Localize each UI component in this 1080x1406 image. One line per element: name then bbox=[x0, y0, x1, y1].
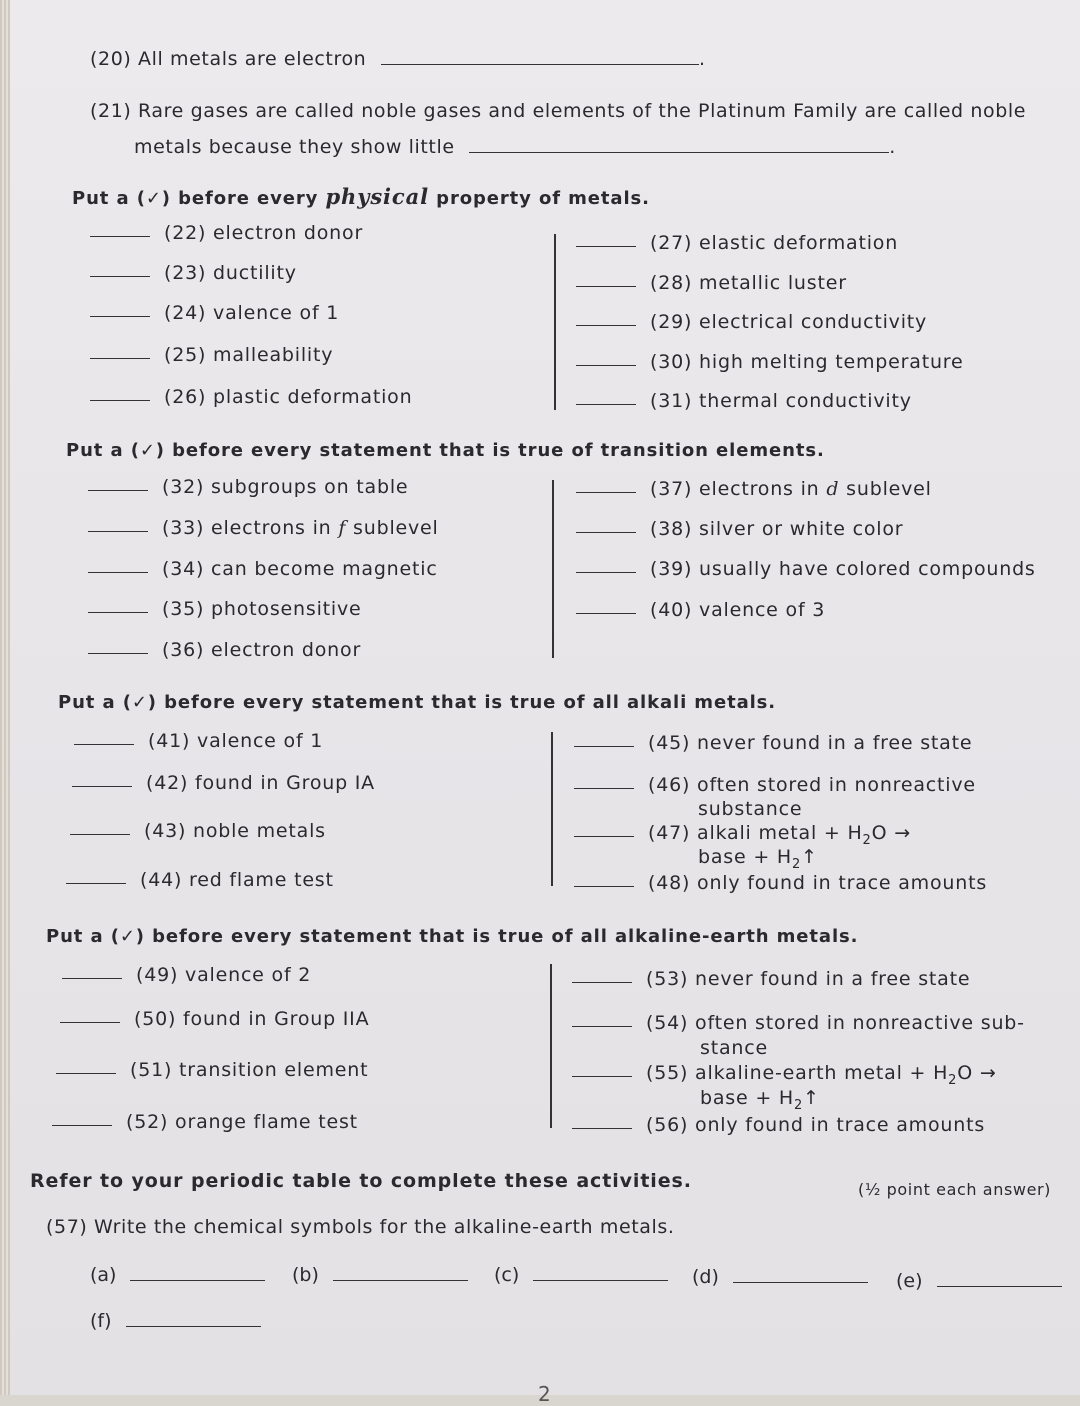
worksheet-page bbox=[10, 0, 1080, 1406]
check-blank[interactable] bbox=[70, 833, 130, 835]
item-27[interactable] bbox=[576, 232, 898, 254]
check-blank[interactable] bbox=[576, 571, 636, 573]
section-heading-periodic-table: Refer to your periodic table to complete these activities. bbox=[30, 1170, 692, 1192]
check-blank[interactable] bbox=[574, 885, 634, 887]
check-blank[interactable] bbox=[576, 364, 636, 366]
item-54[interactable] bbox=[572, 1012, 1025, 1034]
check-blank[interactable] bbox=[90, 357, 150, 359]
question-21-period: . bbox=[889, 136, 896, 158]
item-label: (31) thermal conductivity bbox=[650, 390, 912, 412]
item-label: (29) electrical conductivity bbox=[650, 311, 928, 333]
item-label: (46) often stored in nonreactive bbox=[648, 774, 976, 796]
item-label: base + H bbox=[700, 1087, 794, 1109]
question-20 bbox=[90, 48, 706, 70]
check-blank[interactable] bbox=[60, 1021, 120, 1023]
subscript: 2 bbox=[793, 1097, 804, 1113]
check-blank[interactable] bbox=[88, 489, 148, 491]
item-label: (49) valence of 2 bbox=[136, 964, 312, 986]
item-43[interactable] bbox=[70, 820, 326, 842]
item-label: (40) valence of 3 bbox=[650, 599, 826, 621]
column-divider bbox=[551, 732, 553, 886]
column-divider bbox=[554, 234, 556, 410]
answer-label: (e) bbox=[896, 1270, 923, 1292]
answer-c[interactable] bbox=[494, 1264, 668, 1286]
section-heading-transition-elements: Put a (✓) before every statement that is true of transition elements. bbox=[66, 440, 825, 461]
check-blank[interactable] bbox=[88, 530, 148, 532]
item-label: (50) found in Group IIA bbox=[134, 1008, 370, 1030]
item-label: (45) never found in a free state bbox=[648, 732, 973, 754]
item-label: (52) orange flame test bbox=[126, 1111, 358, 1133]
check-blank[interactable] bbox=[572, 1025, 632, 1027]
heading-suffix: property of metals. bbox=[429, 188, 650, 209]
answer-label: (a) bbox=[90, 1264, 117, 1286]
check-blank[interactable] bbox=[90, 399, 150, 401]
item-46-continued: substance bbox=[698, 798, 803, 820]
item-label: (23) ductility bbox=[164, 262, 297, 284]
answer-f[interactable] bbox=[90, 1310, 261, 1332]
item-label: (28) metallic luster bbox=[650, 272, 847, 294]
item-45[interactable] bbox=[574, 732, 972, 754]
item-label: (42) found in Group IA bbox=[146, 772, 375, 794]
check-blank[interactable] bbox=[576, 491, 636, 493]
item-51[interactable] bbox=[56, 1059, 368, 1081]
item-47[interactable] bbox=[574, 822, 911, 848]
item-42[interactable] bbox=[72, 772, 375, 794]
item-52[interactable] bbox=[52, 1111, 358, 1133]
item-31[interactable] bbox=[576, 390, 912, 412]
check-blank[interactable] bbox=[572, 981, 632, 983]
item-47-continued bbox=[698, 846, 818, 872]
answer-blank[interactable] bbox=[333, 1279, 468, 1281]
item-50[interactable] bbox=[60, 1008, 369, 1030]
check-blank[interactable] bbox=[574, 835, 634, 837]
up-arrow-icon: ↑ bbox=[801, 846, 818, 868]
item-41[interactable] bbox=[74, 730, 323, 752]
item-label-suffix: sublevel bbox=[346, 517, 439, 539]
item-label: (44) red flame test bbox=[140, 869, 334, 891]
check-blank[interactable] bbox=[576, 612, 636, 614]
subscript: 2 bbox=[948, 1072, 958, 1088]
item-56[interactable] bbox=[572, 1114, 985, 1136]
item-label: (30) high melting temperature bbox=[650, 351, 964, 373]
item-54-continued: stance bbox=[700, 1037, 768, 1059]
check-blank[interactable] bbox=[576, 403, 636, 405]
page-number: 2 bbox=[538, 1382, 551, 1406]
check-blank[interactable] bbox=[56, 1072, 116, 1074]
point-note: (½ point each answer) bbox=[858, 1180, 1052, 1199]
item-label-italic: f bbox=[338, 517, 347, 539]
item-label: (34) can become magnetic bbox=[162, 558, 438, 580]
item-label: (56) only found in trace amounts bbox=[646, 1114, 986, 1136]
item-38[interactable] bbox=[576, 518, 903, 540]
item-32[interactable] bbox=[88, 476, 408, 498]
column-divider bbox=[552, 480, 554, 658]
check-blank[interactable] bbox=[574, 787, 634, 789]
item-28[interactable] bbox=[576, 272, 847, 294]
check-blank[interactable] bbox=[90, 235, 150, 237]
section-heading-alkali-metals: Put a (✓) before every statement that is true of all alkali metals. bbox=[58, 692, 777, 713]
answer-blank[interactable] bbox=[533, 1279, 668, 1281]
item-label: (54) often stored in nonreactive sub- bbox=[646, 1012, 1025, 1034]
item-label: (25) malleability bbox=[164, 344, 334, 366]
item-34[interactable] bbox=[88, 558, 438, 580]
check-blank[interactable] bbox=[576, 324, 636, 326]
check-blank[interactable] bbox=[88, 652, 148, 654]
question-21-line2 bbox=[134, 136, 896, 158]
item-44[interactable] bbox=[66, 869, 334, 891]
item-label: (41) valence of 1 bbox=[148, 730, 324, 752]
item-33[interactable] bbox=[88, 517, 439, 539]
check-blank[interactable] bbox=[88, 571, 148, 573]
item-label: (22) electron donor bbox=[164, 222, 364, 244]
up-arrow-icon: ↑ bbox=[803, 1087, 820, 1109]
item-40[interactable] bbox=[576, 599, 825, 621]
check-blank[interactable] bbox=[62, 977, 122, 979]
check-blank[interactable] bbox=[576, 245, 636, 247]
item-label: base + H bbox=[698, 846, 792, 868]
item-label: (37) electrons in bbox=[650, 478, 827, 500]
section-heading-alkaline-earth-metals: Put a (✓) before every statement that is true of all alkaline-earth metals. bbox=[46, 926, 859, 947]
answer-e[interactable] bbox=[896, 1270, 1062, 1292]
check-blank[interactable] bbox=[90, 275, 150, 277]
answer-label: (c) bbox=[494, 1264, 520, 1286]
check-blank[interactable] bbox=[52, 1124, 112, 1126]
item-label: (53) never found in a free state bbox=[646, 968, 971, 990]
answer-label: (f) bbox=[90, 1310, 112, 1332]
item-49[interactable] bbox=[62, 964, 311, 986]
answer-a[interactable] bbox=[90, 1264, 265, 1286]
question-57: (57) Write the chemical symbols for the alkaline-earth metals. bbox=[46, 1216, 675, 1238]
answer-d[interactable] bbox=[692, 1266, 868, 1288]
item-label: (55) alkaline-earth metal + H bbox=[646, 1062, 949, 1084]
item-label: (47) alkali metal + H bbox=[648, 822, 863, 844]
check-blank[interactable] bbox=[72, 785, 132, 787]
question-21-line1: (21) Rare gases are called noble gases and elements of the Platinum Family are called noble bbox=[90, 100, 1027, 122]
item-22[interactable] bbox=[90, 222, 363, 244]
item-46[interactable] bbox=[574, 774, 976, 796]
heading-emphasis: physical bbox=[325, 184, 429, 209]
item-55-continued bbox=[700, 1087, 820, 1113]
item-48[interactable] bbox=[574, 872, 987, 894]
item-55[interactable] bbox=[572, 1062, 997, 1088]
check-blank[interactable] bbox=[66, 882, 126, 884]
check-blank[interactable] bbox=[572, 1127, 632, 1129]
item-label: (35) photosensitive bbox=[162, 598, 362, 620]
item-label-suffix: sublevel bbox=[839, 478, 932, 500]
check-blank[interactable] bbox=[90, 315, 150, 317]
question-20-period: . bbox=[698, 48, 706, 70]
subscript: 2 bbox=[791, 856, 802, 872]
item-label: (43) noble metals bbox=[144, 820, 326, 842]
item-label-suffix: O → bbox=[957, 1062, 997, 1084]
item-label: (48) only found in trace amounts bbox=[648, 872, 988, 894]
item-30[interactable] bbox=[576, 351, 963, 373]
check-blank[interactable] bbox=[572, 1075, 632, 1077]
item-25[interactable] bbox=[90, 344, 333, 366]
check-blank[interactable] bbox=[88, 611, 148, 613]
item-label: (27) elastic deformation bbox=[650, 232, 899, 254]
check-blank[interactable] bbox=[576, 531, 636, 533]
section-heading-physical-properties bbox=[72, 184, 650, 209]
check-blank[interactable] bbox=[574, 745, 634, 747]
item-label-suffix: O → bbox=[871, 822, 911, 844]
item-label: (38) silver or white color bbox=[650, 518, 904, 540]
item-39[interactable] bbox=[576, 558, 1036, 580]
heading-prefix: Put a (✓) before every bbox=[72, 188, 326, 209]
answer-label: (b) bbox=[292, 1264, 319, 1286]
answer-blank[interactable] bbox=[937, 1285, 1062, 1287]
item-label: (33) electrons in bbox=[162, 517, 339, 539]
question-21-text: metals because they show little bbox=[134, 136, 455, 158]
answer-blank-20[interactable] bbox=[381, 63, 699, 65]
item-label: (32) subgroups on table bbox=[162, 476, 409, 498]
item-35[interactable] bbox=[88, 598, 362, 620]
item-36[interactable] bbox=[88, 639, 361, 661]
item-26[interactable] bbox=[90, 386, 412, 408]
answer-blank[interactable] bbox=[126, 1325, 261, 1327]
answer-blank[interactable] bbox=[130, 1279, 265, 1281]
question-20-text: (20) All metals are electron bbox=[90, 48, 367, 70]
item-label: (26) plastic deformation bbox=[164, 386, 413, 408]
answer-b[interactable] bbox=[292, 1264, 468, 1286]
answer-label: (d) bbox=[692, 1266, 719, 1288]
item-37[interactable] bbox=[576, 478, 932, 500]
item-label: (39) usually have colored compounds bbox=[650, 558, 1036, 580]
answer-blank-21[interactable] bbox=[469, 151, 889, 153]
item-53[interactable] bbox=[572, 968, 970, 990]
item-24[interactable] bbox=[90, 302, 339, 324]
item-23[interactable] bbox=[90, 262, 297, 284]
item-label: (24) valence of 1 bbox=[164, 302, 340, 324]
item-29[interactable] bbox=[576, 311, 927, 333]
item-label-italic: d bbox=[826, 478, 840, 500]
item-label: (51) transition element bbox=[130, 1059, 369, 1081]
answer-blank[interactable] bbox=[733, 1281, 868, 1283]
check-blank[interactable] bbox=[74, 743, 134, 745]
check-blank[interactable] bbox=[576, 285, 636, 287]
subscript: 2 bbox=[862, 832, 872, 848]
column-divider bbox=[550, 964, 552, 1128]
item-label: (36) electron donor bbox=[162, 639, 362, 661]
